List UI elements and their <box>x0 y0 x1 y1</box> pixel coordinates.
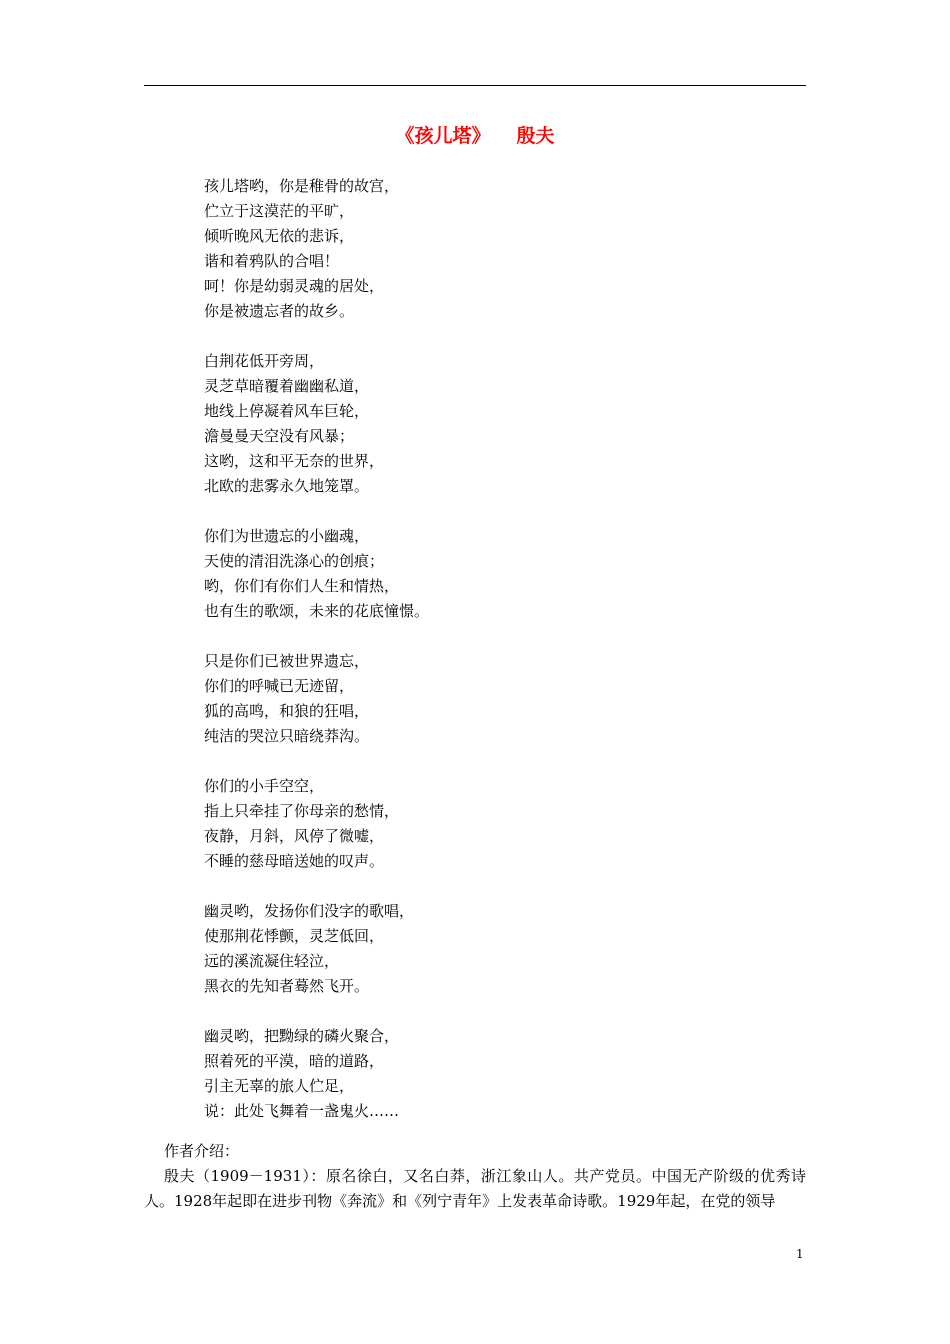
poem-line: 也有生的歌颂，未来的花底憧憬。 <box>204 602 430 620</box>
poem-line: 夜静，月斜，风停了微嘘， <box>204 827 385 845</box>
poem-body <box>204 174 764 1149</box>
poem-line: 白荆花低开旁周， <box>204 352 325 370</box>
poem-stanza <box>204 649 764 749</box>
poem-line: 北欧的悲雾永久地笼罩。 <box>204 477 370 495</box>
poem-line: 说：此处飞舞着一盏鬼火…… <box>204 1102 400 1120</box>
poem-line: 呵！你是幼弱灵魂的居处， <box>204 277 385 295</box>
poem-line: 这哟，这和平无奈的世界， <box>204 452 385 470</box>
poem-line: 远的溪流凝住轻泣， <box>204 952 340 970</box>
poem-line: 狐的高鸣，和狼的狂唱， <box>204 702 370 720</box>
poem-line: 照着死的平漠，暗的道路， <box>204 1052 385 1070</box>
poem-line: 伫立于这漠茫的平旷， <box>204 202 355 220</box>
poem-line: 哟，你们有你们人生和情热， <box>204 577 400 595</box>
poem-stanza <box>204 899 764 999</box>
poem-stanza <box>204 774 764 874</box>
poem-line: 只是你们已被世界遗忘， <box>204 652 370 670</box>
poem-line: 你是被遗忘者的故乡。 <box>204 302 355 320</box>
poem-line: 你们的小手空空， <box>204 777 325 795</box>
poem-line: 纯洁的哭泣只暗绕莽沟。 <box>204 727 370 745</box>
poem-line: 不睡的慈母暗送她的叹声。 <box>204 852 385 870</box>
page-number: 1 <box>796 1247 804 1261</box>
page-title <box>0 122 950 150</box>
poem-line: 地线上停凝着风车巨轮， <box>204 402 370 420</box>
poem-line: 幽灵哟，发扬你们没字的歌唱， <box>204 902 415 920</box>
poem-stanza <box>204 174 764 324</box>
poem-line: 引主无辜的旅人伫足， <box>204 1077 355 1095</box>
poem-line: 倾听晚风无依的悲诉， <box>204 227 355 245</box>
poem-stanza <box>204 1024 764 1124</box>
header-rule <box>144 85 806 86</box>
author-intro-paragraph: 殷夫（1909－1931）：原名徐白，又名白莽，浙江象山人。共产党员。中国无产阶级的优秀诗人。1928年起即在进步刊物《奔流》和《列宁青年》上发表革命诗歌。1929年起，在党的领导 <box>144 1167 806 1210</box>
poem-line: 你们为世遗忘的小幽魂， <box>204 527 370 545</box>
poem-stanza <box>204 349 764 499</box>
poem-line: 谐和着鸦队的合唱！ <box>204 252 340 270</box>
author-intro-heading: 作者介绍： <box>164 1142 240 1160</box>
poem-line: 天使的清泪洗涤心的创痕； <box>204 552 385 570</box>
poem-line: 澹曼曼天空没有风暴； <box>204 427 355 445</box>
poem-line: 你们的呼喊已无迹留， <box>204 677 355 695</box>
poem-line: 孩儿塔哟，你是稚骨的故宫， <box>204 177 400 195</box>
poem-line: 幽灵哟，把黝绿的磷火聚合， <box>204 1027 400 1045</box>
poem-line: 使那荆花悸颤，灵芝低回， <box>204 927 385 945</box>
title-author: 殷夫 <box>516 125 555 147</box>
title-work: 《孩儿塔》 <box>395 125 491 147</box>
poem-line: 指上只牵挂了你母亲的愁情， <box>204 802 400 820</box>
poem-stanza <box>204 524 764 624</box>
poem-line: 灵芝草暗覆着幽幽私道， <box>204 377 370 395</box>
poem-line: 黑衣的先知者蓦然飞开。 <box>204 977 370 995</box>
